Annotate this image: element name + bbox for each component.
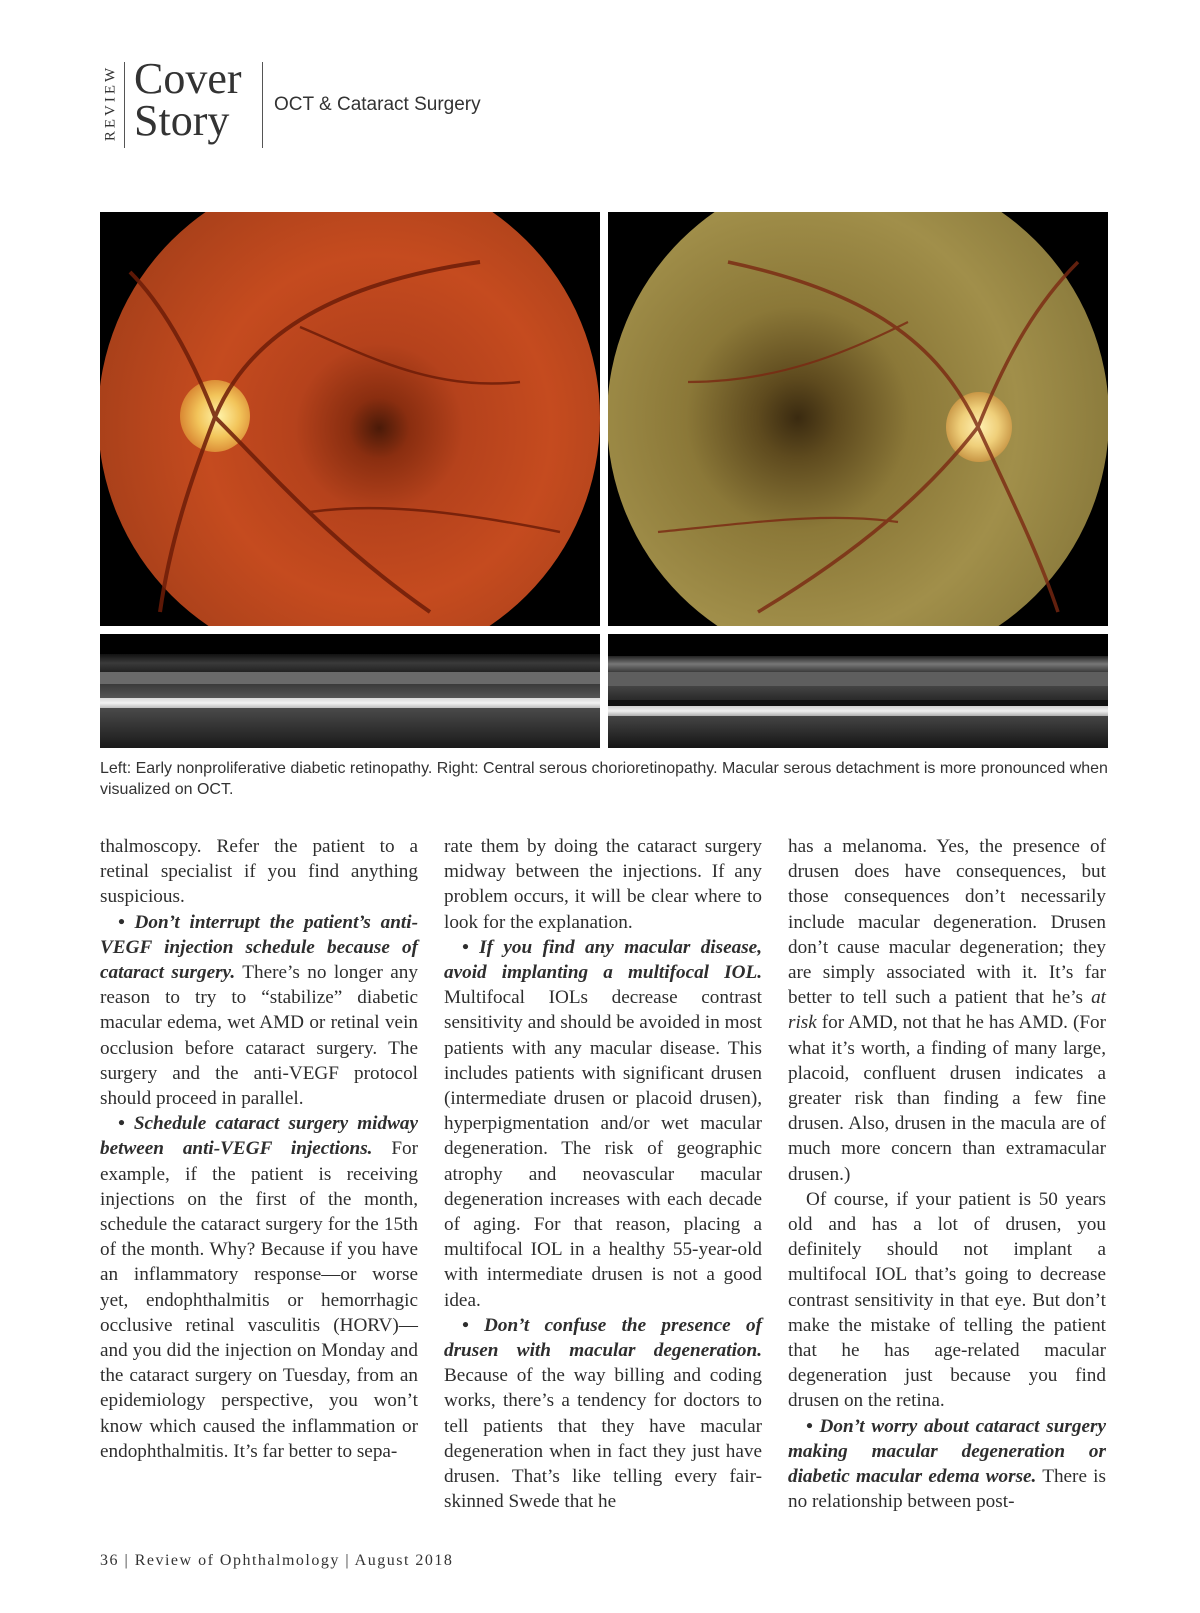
header-divider (262, 62, 263, 148)
paragraph: • Don’t worry about cataract surgery making macular degeneration or diabetic macular edema worse. There is no relationship between post- (788, 1415, 1106, 1513)
text-column-2 (444, 834, 762, 1514)
bullet-heading: • Schedule cataract surgery midway between anti-VEGF injections. (100, 1113, 418, 1160)
figure-caption: Left: Early nonproliferative diabetic retinopathy. Right: Central serous chorioretinopathy. Macular serous detachment is more pronounced when visualized on OCT. (100, 760, 1108, 798)
retinal-vessels (100, 212, 600, 626)
paragraph: • Don’t interrupt the patient’s anti-VEGF injection schedule because of cataract surgery. There’s no longer any reason to try to “stabilize” diabetic macular edema, wet AMD or retinal vein occlusion before cataract surgery. The surgery and the anti-VEGF protocol should proceed in parallel. (100, 911, 418, 1110)
text-column-3 (788, 834, 1106, 1514)
publication-name: Review of Ophthalmology (134, 1552, 340, 1569)
fundus-photo-right (608, 212, 1108, 626)
paragraph: rate them by doing the cataract surgery midway between the injections. If any problem occurs, it will be clear where to look for the explanation. (444, 836, 762, 933)
review-vertical-label: REVIEW (102, 64, 119, 142)
issue-date: August 2018 (354, 1552, 454, 1569)
bullet-heading: • Don’t confuse the presence of drusen with macular degeneration. (444, 1314, 762, 1362)
oct-scan-left (100, 634, 600, 748)
header-divider (124, 62, 125, 148)
retinal-vessels (608, 212, 1108, 626)
fundus-photo-left (100, 212, 600, 626)
paragraph: Of course, if your patient is 50 years old and has a lot of drusen, you definitely should not implant a multifocal IOL that’s going to decrease contrast sensitivity in that eye. But don’t make the mistake of telling the patient that he has age-related macular degeneration just because you find drusen on the retina. (788, 1188, 1106, 1412)
paragraph: has a melanoma. Yes, the presence of drusen does have consequences, but those consequences don’t necessarily include macular degeneration. Drusen don’t cause macular degeneration; they are simply associated with it. It’s far better to tell such a patient that he’s at risk for AMD, not that he has AMD. (For what it’s worth, a finding of many large, placoid, confluent drusen indicates a greater risk than finding a few fine drusen. Also, drusen in the macula are of much more concern than extramacular drusen.) (788, 836, 1106, 1185)
paragraph: • Don’t confuse the presence of drusen with macular degeneration. Because of the way billing and coding works, there’s a tendency for doctors to tell patients that they have macular degeneration when in fact they just have drusen. That’s like telling every fair-skinned Swede that he (444, 1314, 762, 1513)
section-label: OCT & Cataract Surgery (274, 94, 481, 115)
page-footer: 36 | Review of Ophthalmology | August 2018 (100, 1552, 454, 1569)
oct-scan-right (608, 634, 1108, 748)
paragraph: • Schedule cataract surgery midway between anti-VEGF injections. For example, if the patient is receiving injections on the first of the month, schedule the cataract surgery for the 15th of the month. Why? Because if you have an inflammatory response—or worse yet, endophthalmitis or hemorrhagic occlusive retinal vasculitis (HORV)—and you did the injection on Monday and the cataract surgery on Tuesday, from an epidemiology perspective, you won’t know which caused the inflammation or endophthalmitis. It’s far better to sepa- (100, 1113, 418, 1462)
paragraph: • If you find any macular disease, avoid implanting a multifocal IOL. Multifocal IOLs decrease contrast sensitivity and should be avoided in most patients with any macular disease. This includes patients with significant drusen (intermediate drusen or placoid drusen), hyperpigmentation and/or wet macular degeneration. The risk of geographic atrophy and neovascular macular degeneration increases with each decade of aging. For that reason, placing a multifocal IOL in a healthy 55-year-old with intermediate drusen is not a good idea. (444, 936, 762, 1311)
page-number: 36 (100, 1552, 119, 1569)
paragraph: thalmoscopy. Refer the patient to a retinal specialist if you find anything suspicious. (100, 836, 418, 908)
cover-story-title: Cover Story (134, 54, 242, 145)
bullet-heading: • If you find any macular disease, avoid implanting a multifocal IOL. (444, 936, 762, 984)
bullet-heading: • Don’t interrupt the patient’s anti-VEGF injection schedule because of cataract surgery. (100, 911, 418, 984)
bullet-heading: • Don’t worry about cataract surgery making macular degeneration or diabetic macular edema worse. (788, 1415, 1106, 1488)
text-column-1 (100, 834, 418, 1464)
